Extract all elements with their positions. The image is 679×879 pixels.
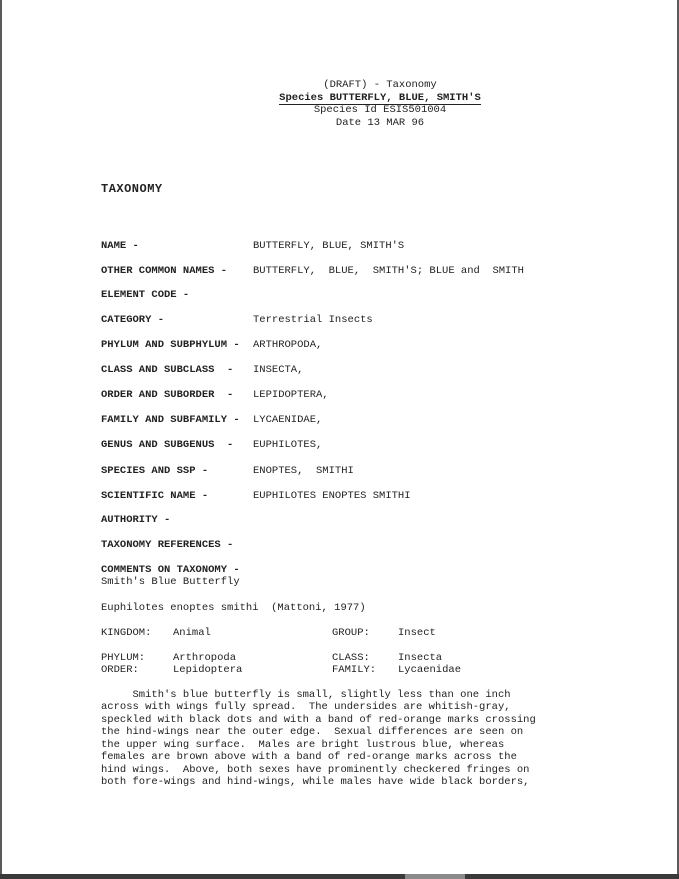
- field-value-other-common-names: BUTTERFLY, BLUE, SMITH'S; BLUE and SMITH: [253, 265, 524, 277]
- field-value-name: BUTTERFLY, BLUE, SMITH'S: [253, 240, 405, 252]
- kingdom-label: KINGDOM:: [101, 627, 152, 639]
- description-line: both fore-wings and hind-wings, while males have wide black borders,: [101, 776, 530, 788]
- section-title: TAXONOMY: [101, 182, 163, 196]
- phylum-value: Arthropoda: [173, 652, 237, 664]
- field-label-class: CLASS AND SUBCLASS -: [101, 364, 234, 376]
- field-label-element-code: ELEMENT CODE -: [101, 289, 190, 301]
- comments-citation: Euphilotes enoptes smithi (Mattoni, 1977): [101, 602, 366, 614]
- field-value-genus: EUPHILOTES,: [253, 439, 323, 451]
- header-species-id: Species Id ESIS501004: [313, 104, 447, 116]
- field-label-order: ORDER AND SUBORDER -: [101, 389, 234, 401]
- description-line: females are brown above with a band of red-orange marks across the: [101, 751, 517, 763]
- field-label-taxonomy-references: TAXONOMY REFERENCES -: [101, 539, 234, 551]
- description-line: hind wings. Above, both sexes have prominently checkered fringes on: [101, 764, 530, 776]
- field-label-phylum: PHYLUM AND SUBPHYLUM -: [101, 339, 240, 351]
- header-draft-line: (DRAFT) - Taxonomy: [323, 79, 437, 91]
- class-value: Insecta: [398, 652, 443, 664]
- class-label: CLASS:: [332, 652, 370, 664]
- family-label: FAMILY:: [332, 664, 377, 676]
- field-label-scientific-name: SCIENTIFIC NAME -: [101, 490, 209, 502]
- kingdom-value: Animal: [173, 627, 211, 639]
- field-label-category: CATEGORY -: [101, 314, 165, 326]
- comments-label: COMMENTS ON TAXONOMY -: [101, 564, 240, 576]
- field-label-authority: AUTHORITY -: [101, 514, 171, 526]
- phylum-label: PHYLUM:: [101, 652, 146, 664]
- field-value-order: LEPIDOPTERA,: [253, 389, 329, 401]
- field-value-species: ENOPTES, SMITHI: [253, 465, 354, 477]
- order-value: Lepidoptera: [173, 664, 243, 676]
- field-label-name: NAME -: [101, 240, 139, 252]
- description-line: the upper wing surface. Males are bright lustrous blue, whereas: [101, 739, 505, 751]
- field-value-category: Terrestrial Insects: [253, 314, 373, 326]
- field-label-genus: GENUS AND SUBGENUS -: [101, 439, 234, 451]
- group-label: GROUP:: [332, 627, 370, 639]
- header-species-title: Species BUTTERFLY, BLUE, SMITH'S: [279, 92, 481, 104]
- header-species-line: [0, 92, 679, 104]
- field-value-scientific-name: EUPHILOTES ENOPTES SMITHI: [253, 490, 411, 502]
- order-label: ORDER:: [101, 664, 139, 676]
- description-line: Smith's blue butterfly is small, slightly less than one inch: [101, 689, 511, 701]
- field-label-species: SPECIES AND SSP -: [101, 465, 209, 477]
- field-value-class: INSECTA,: [253, 364, 304, 376]
- field-value-phylum: ARTHROPODA,: [253, 339, 323, 351]
- group-value: Insect: [398, 627, 436, 639]
- field-label-family: FAMILY AND SUBFAMILY -: [101, 414, 240, 426]
- family-value: Lycaenidae: [398, 664, 462, 676]
- description-line: speckled with black dots and with a band of red-orange marks crossing: [101, 714, 536, 726]
- field-value-family: LYCAENIDAE,: [253, 414, 323, 426]
- scrollbar-thumb[interactable]: [405, 874, 465, 879]
- description-line: across with wings fully spread. The undersides are whitish-gray,: [101, 701, 511, 713]
- comments-common-name: Smith's Blue Butterfly: [101, 576, 240, 588]
- field-label-other-common-names: OTHER COMMON NAMES -: [101, 265, 228, 277]
- description-line: the hind-wings near the outer edge. Sexual differences are seen on: [101, 726, 524, 738]
- header-date: Date 13 MAR 96: [335, 117, 425, 129]
- horizontal-scrollbar[interactable]: [0, 874, 679, 879]
